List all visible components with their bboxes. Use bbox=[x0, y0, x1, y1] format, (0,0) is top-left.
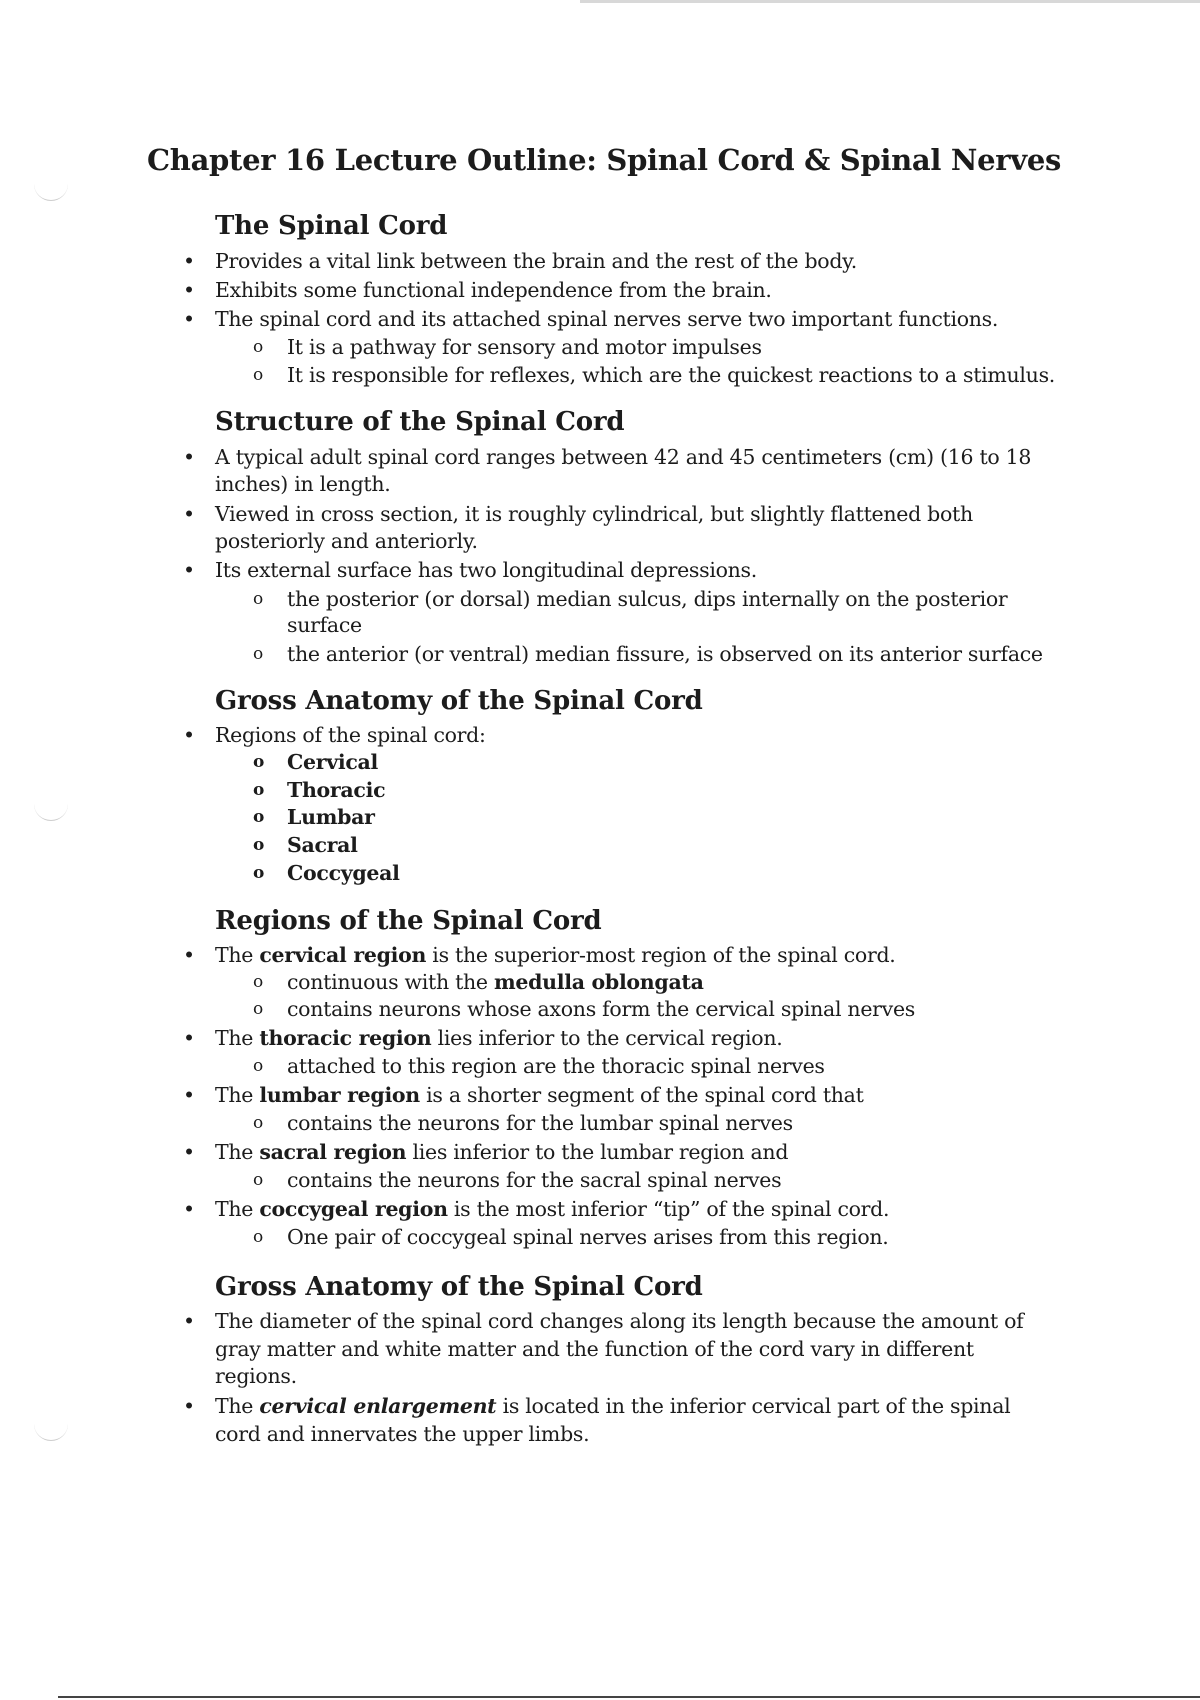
sub-bullet-continuation: surface bbox=[287, 613, 362, 637]
bullet-continuation: inches) in length. bbox=[215, 472, 391, 496]
punch-hole bbox=[34, 800, 68, 821]
bullet-item: • Its external surface has two longitudinal depressions. bbox=[215, 557, 757, 584]
bullet-continuation: regions. bbox=[215, 1364, 297, 1388]
sub-bullet-item: o It is a pathway for sensory and motor impulses bbox=[287, 334, 762, 361]
bullet-continuation: posteriorly and anteriorly. bbox=[215, 529, 478, 553]
sub-bullet-item: o attached to this region are the thoracic spinal nerves bbox=[287, 1053, 825, 1080]
section-heading-gross-anatomy: Gross Anatomy of the Spinal Cord bbox=[215, 686, 703, 716]
page-bottom-rule bbox=[58, 1696, 1200, 1698]
bullet-item: • The thoracic region lies inferior to the cervical region. bbox=[215, 1025, 782, 1052]
bullet-item: • Regions of the spinal cord: bbox=[215, 722, 486, 749]
bullet-item: • Viewed in cross section, it is roughly cylindrical, but slightly flattened both bbox=[215, 501, 973, 528]
section-heading-regions: Regions of the Spinal Cord bbox=[215, 906, 602, 936]
sub-bullet-item: o contains neurons whose axons form the cervical spinal nerves bbox=[287, 996, 915, 1023]
region-thoracic: o Thoracic bbox=[287, 777, 385, 804]
sub-bullet-item: o contains the neurons for the lumbar spinal nerves bbox=[287, 1110, 793, 1137]
bullet-item: • Provides a vital link between the brain and the rest of the body. bbox=[215, 248, 857, 275]
section-heading-structure: Structure of the Spinal Cord bbox=[215, 407, 625, 437]
region-lumbar: o Lumbar bbox=[287, 804, 375, 831]
section-heading-spinal-cord: The Spinal Cord bbox=[215, 211, 448, 241]
punch-hole bbox=[34, 1420, 68, 1441]
punch-hole bbox=[34, 180, 68, 201]
region-cervical: o Cervical bbox=[287, 749, 378, 776]
sub-bullet-item: o It is responsible for reflexes, which are the quickest reactions to a stimulus. bbox=[287, 362, 1055, 389]
bullet-item: • The coccygeal region is the most inferior “tip” of the spinal cord. bbox=[215, 1196, 889, 1223]
bullet-item: • A typical adult spinal cord ranges between 42 and 45 centimeters (cm) (16 to 18 bbox=[215, 444, 1031, 471]
region-coccygeal: o Coccygeal bbox=[287, 860, 400, 887]
bullet-item: • The cervical enlargement is located in the inferior cervical part of the spinal bbox=[215, 1393, 1010, 1420]
bullet-item: • The sacral region lies inferior to the lumbar region and bbox=[215, 1139, 788, 1166]
bullet-item: • The lumbar region is a shorter segment of the spinal cord that bbox=[215, 1082, 864, 1109]
bullet-continuation: cord and innervates the upper limbs. bbox=[215, 1422, 590, 1446]
page-title: Chapter 16 Lecture Outline: Spinal Cord & Spinal Nerves bbox=[147, 143, 1061, 177]
sub-bullet-item: o contains the neurons for the sacral spinal nerves bbox=[287, 1167, 781, 1194]
bullet-item: • The cervical region is the superior-most region of the spinal cord. bbox=[215, 942, 896, 969]
region-sacral: o Sacral bbox=[287, 832, 358, 859]
sub-bullet-item: o the anterior (or ventral) median fissure, is observed on its anterior surface bbox=[287, 641, 1043, 668]
bullet-item: • The spinal cord and its attached spinal nerves serve two important functions. bbox=[215, 306, 998, 333]
bullet-item: • Exhibits some functional independence from the brain. bbox=[215, 277, 772, 304]
bullet-continuation: gray matter and white matter and the function of the cord vary in different bbox=[215, 1337, 974, 1361]
sub-bullet-item: o the posterior (or dorsal) median sulcus, dips internally on the posterior bbox=[287, 586, 1007, 613]
bullet-item: • The diameter of the spinal cord changes along its length because the amount of bbox=[215, 1308, 1023, 1335]
sub-bullet-item: o continuous with the medulla oblongata bbox=[287, 969, 704, 996]
section-heading-gross-anatomy-2: Gross Anatomy of the Spinal Cord bbox=[215, 1272, 703, 1302]
sub-bullet-item: o One pair of coccygeal spinal nerves arises from this region. bbox=[287, 1224, 888, 1251]
scan-edge-line bbox=[580, 0, 1200, 3]
